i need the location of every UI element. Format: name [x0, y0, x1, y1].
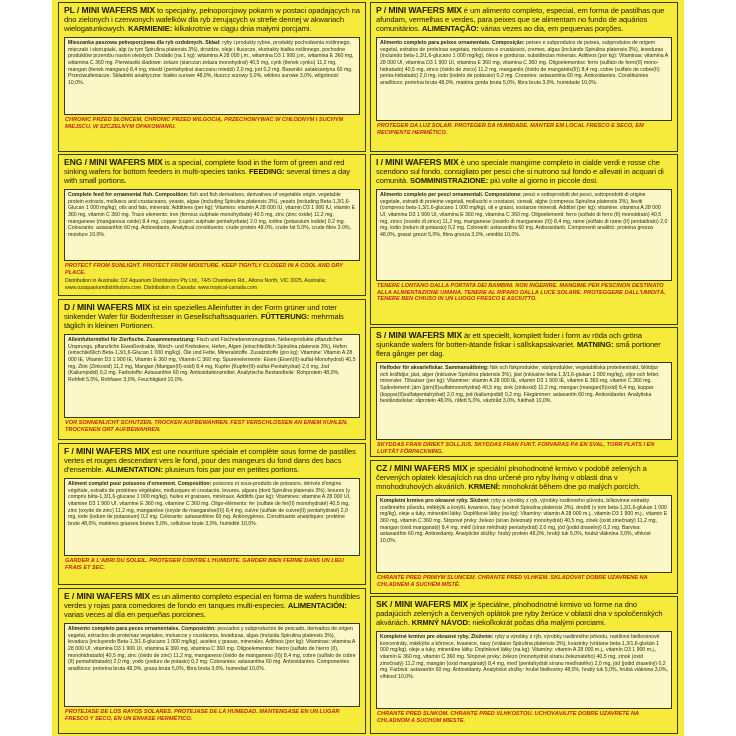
composition-box-p [376, 37, 672, 121]
storage-warning-pl: CHRONIĆ PRZED SŁOŃCEM, CHRONIĆ PRZED WILGOCIĄ. PRZECHOWYWAĆ W CHŁODNYM I SUCHYM MIEJSCU, W SZCZELNYM OPAKOWANIU. [65, 117, 344, 130]
composition-box-cz [376, 495, 672, 573]
feeding-keyword-eng: FEEDING: [248, 167, 285, 177]
intro-text-d: ist ein spezielles Alleinfutter in der Form grüner und roter sinkender Wafer für Bodenfresser in Gesellschaftsaquarien. [64, 303, 337, 322]
composition-box-d [64, 334, 360, 418]
feeding-keyword-pl: KARMIENIE: [128, 24, 173, 34]
intro-text-i: è uno speciale mangime completo in cialde verdi e rosse che scendono sul fondo, consigliato per pesci che si nutrono sul fondo e allevati in acquari di comunità. [376, 158, 664, 186]
feeding-keyword-d: FÜTTERUNG: [260, 312, 310, 322]
intro-d [59, 300, 365, 332]
composition-heading-f: Aliment complet pour poissons d'ornement. Composition: [68, 481, 212, 488]
storage-warning-cz: CHRAŇTE PŘED PŘÍMÝM SLUNCEM. CHRAŇTE PŘED VLHKEM. SKLADOVAT DOBŘE UZAVŘENÉ NA CHLADNÉM A SUCHÉM MÍSTĚ. [377, 575, 648, 588]
composition-box-i [376, 189, 672, 281]
section-e [58, 588, 366, 734]
section-cz [370, 460, 678, 594]
section-s [370, 327, 678, 457]
section-sk [370, 596, 678, 734]
intro-cz [371, 461, 677, 493]
product-code-i: I / MINI WAFERS MIX [376, 157, 459, 167]
composition-text-d: Fisch und Fischnebenerzeugnisse, Nebenprodukte pflanzlichen Ursprungs, pflanzliche Eiweißextrakte, Weich- und Krebstiere, Hefen, Algen (einschließlich Spirulina platensis 3%), Hefen (einschließlich Beta-1,3/1,6-Glucan 1 000 mg/kg), Öle und Fette, Mineralstoffe. Zusatzstoffe (pro kg): Vitamine: Vitamin A 28 000 IE, Vitamin D3 1 900 IE, Vitamin E 360 mg, Vitamin C 360 mg. Spurenelemente: Eisen (Eisen(II)-sulfat-Monohydrat) 40,5 mg, Zink (Zinkoxid) 11,2 mg, Mangan (Mangan(II)-oxid) 8,4 mg, Kupfer (Kupfer(II)-sulfat-Pentahydrat) 2,0 mg, Jod (Kaliumjodid) 0,2 mg. Farbstoffe: Astaxanthin 60 mg. Antioxidationsmittel. Analytische Bestandteile: Rohprotein 48,0%, Rohfett 5,0%, Rohfaser 3,0%, Feuchtigkeit 10,0%. [68, 337, 356, 383]
section-f [58, 443, 366, 585]
section-pl [58, 2, 366, 152]
feeding-text-i: più volte al giorno in piccole dosi. [488, 176, 598, 186]
feeding-text-pl: kilkakrotnie w ciągu dnia małymi porcjami. [172, 24, 312, 34]
product-code-eng: ENG / MINI WAFERS MIX [64, 157, 163, 167]
storage-warning-s: SKYDDAS FRÅN DIREKT SOLLJUS. SKYDDAS FRÅN FUKT. FÖRVARAS PÅ EN SVAL, TORR PLATS I EN LUFTÄT FÖRPACKNING. [377, 442, 655, 455]
feeding-text-eng: several times a day with small portions. [64, 167, 350, 186]
intro-text-sk: je špeciálne, plnohodnotné krmivo vo forme na dno padajúcich zelených a červených oplátok pre ryby žerúce v oblasti dna v spoločenských akváriách. [376, 600, 663, 628]
feeding-text-p: várias vezes ao dia, em pequenas porções. [478, 24, 624, 34]
composition-text-cz: ryby a výrobky z ryb, výrobky rostlinného původu, bílkovinné extrakty rostlinného původu, měkkýši a korýši, kvasnice, řasy (včetně Spirulina platensis 3%), droždí (v tom beta-1,3/1,6-glukan 1 000 mg/kg), oleje a tuky, minerální látky. Doplňkové látky (na kg): Vitamíny: vitamin A 28 000 m.j., vitamin D3 1 900 m.j., vitamin E 360 mg, vitamin C 360 mg. Stopové prvky: železo (síran železnatý monohydrát) 40,5 mg, zinek (oxid zinečnatý) 11,2 mg, mangan (oxid manganatý) 8,4 mg, měď (síran měďnatý pentahydrát) 2,0 mg, jód (jodid draselný) 0,2 mg. Barviva: astaxanthin 60 mg. Antioxidanty. Analytické složky: hrubý protein 48,0%, hrubý tuk 5,0%, hrubá vláknina 3,0%, vlhkost 10,0%. [380, 498, 668, 544]
storage-warning-eng: PROTECT FROM SUNLIGHT. PROTECT FROM MOISTURE. KEEP TIGHTLY CLOSED IN A COOL AND DRY PLACE. [65, 263, 343, 276]
product-code-s: S / MINI WAFERS MIX [376, 330, 462, 340]
intro-text-f: est une nourriture spéciale et complète sous forme de pastilles vertes et rouges descendant vers le fond, pour des mangeurs du fond dans des bacs d'ensemble. [64, 447, 356, 475]
label-sheet [52, 0, 684, 736]
composition-text-eng: fish and fish derivatives, derivatives of vegetable origin, vegetable protein extracts, molluscs and crustaceans, yeasts, algae (including Spirulina platensis 3%), yeasts (including Beta-1,3/1,6-Glucan 1 000 mg/kg), oils and fats, minerals. Additives (per kg): Vitamins: vitamin A 28 000 IU, vitamin D3 1 900 IU, vitamin E 360 mg, vitamin C 360 mg. Trace elements: iron (ferrous sulphate monohydrate) 40.5 mg, zinc (zinc oxide) 11.2 mg, manganese (manganous oxide) 8.4 mg, copper (cupric sulphate pentahydrate) 2.0 mg, iodine (potassium iodide) 0.2 mg. Colourants: astaxanthin 60 mg. Antioxidants. Analytical constituents: crude protein 48.0%, crude fat 5.0%, crude fibre 3.0%, moisture 10.0%. [68, 192, 356, 238]
product-code-cz: CZ / MINI WAFERS MIX [376, 463, 468, 473]
composition-heading-e: Alimento completo para peces ornamentales. Composición: [68, 626, 216, 633]
composition-heading-pl: Mieszanka paszowa pełnoporcjowa dla ryb ozdobnych. Skład: [68, 40, 221, 47]
feeding-keyword-cz: KRMENÍ: [468, 482, 501, 492]
composition-heading-i: Alimento completo per pesci ornamentali. Composizione: [380, 192, 522, 199]
intro-i [371, 155, 677, 187]
intro-text-eng: is a special, complete food in the form of green and red sinking wafers for bottom feeders in multi-species tanks. [64, 158, 345, 177]
composition-heading-p: Alimento completo para peixes ornamentais. Composição: [380, 40, 525, 47]
feeding-keyword-i: SOMMINISTRAZIONE: [410, 176, 489, 186]
feeding-keyword-f: ALIMENTATION: [105, 465, 164, 475]
composition-heading-cz: Kompletní krmivo pro okrasné ryby. Složení: [380, 498, 490, 505]
storage-warning-d: VOR SONNENLICHT SCHÜTZEN. TROCKEN AUFBEWAHREN. FEST VERSCHLOSSEN AN EINEM KÜHLEN, TROCKENEN ORT AUFBEWAHREN. [65, 420, 348, 433]
composition-box-e [64, 623, 360, 707]
feeding-text-sk: niekoľkokrát počas dňa malými porciami. [470, 618, 606, 628]
composition-text-sk: ryby a výrobky z rýb, výrobky rastlinného pôvodu, rastlinné bielkovinové koncentráty, mäkkýše a kôrovce, kvasnice, riasy (vrátane Spirulina platensis 3%), kvasinky (vrátane beta-1,3/1,6-glukán 1 000 mg/kg), oleje a tuky, minerálne látky. Doplnkové látky (na kg): Vitamíny: vitamín A 28 000 m.j., vitamín D3 1 900 m.j., vitamín E 360 mg, vitamín C 360 mg. Stopové prvky: železo (monohydrát síranu železnatého) 40,5 mg, zinok (oxid zinočnatý) 11,2 mg, mangán (oxid mangánatý) 8,4 mg, meď (pentahydrát síranu meďnatého) 2,0 mg, jód (jodid draselný) 0,2 mg. Farbivá: astaxantín 60 mg. Antioxidanty. Analytické zložky: hrubé bielkoviny 48,0%, hrubý tuk 5,0%, hrubá vláknina 3,0%, vlhkosť 10,0%. [380, 634, 668, 680]
feeding-keyword-e: ALIMENTACIÓN: [287, 601, 347, 611]
storage-warning-f: GARDER À L'ABRI DU SOLEIL. PROTÉGER CONTRE L'HUMIDITÉ. GARDER BIEN FERMÉ DANS UN LIEU FRAIS ET SEC. [65, 558, 344, 571]
composition-heading-d: Alleinfuttermittel für Zierfische. Zusammensetzung: [68, 337, 196, 344]
composition-text-p: peixes e subprodutos de peixes, subprodutos de origem vegetal, extratos de proteínas vegetais, moluscos e crustáceos, cremes, algas (incluindo Spirulina platensis 3%), leveduras (incluindo beta-1,3/1,6-glucano 1 000 mg/kg), óleos e gorduras, substâncias minerais. Aditivos (por kg): Vitaminas: vitamina A 28 000 UI, vitamina D3 1 900 UI, vitamina E 360 mg, vitamina C 360 mg. Oligoelementos: ferro (sulfato de ferro(II) mono-hidratado) 40,5 mg, zinco (óxido de zinco) 11,2 mg, manganês (óxido de manganês(II)) 8,4 mg, cobre (sulfato de cobre(II) penta-hidratado) 2,0 mg, iodo (iodeto de potássio) 0,2 mg. Corantes: astaxantina 60 mg. Antioxidantes. Constituintes analíticos: proteína bruta 48,0%, matéria gorda bruta 5,0%, fibra bruta 3,0%, humidade 10,0%. [380, 40, 668, 86]
feeding-text-e: varias veces al día en pequeñas porciones. [64, 610, 206, 620]
storage-warning-p: PROTEGER DA LUZ SOLAR. PROTEGER DA HUMIDADE. MANTER EM LOCAL FRESCO E SECO, EM RECIPIENTE HERMÉTICO. [377, 123, 644, 136]
intro-e [59, 589, 365, 621]
intro-f [59, 444, 365, 476]
intro-text-e: es un alimento completo especial en forma de wafers hundibles verdes y rojas para comedores de fondo en tanques multi-especies. [64, 592, 360, 611]
intro-p [371, 3, 677, 35]
product-code-sk: SK / MINI WAFERS MIX [376, 599, 469, 609]
product-code-e: E / MINI WAFERS MIX [64, 591, 150, 601]
storage-warning-i: TENERE LONTANO DALLA PORTATA DEI BAMBINI. NON INGERIRE. MANGIME PER PESCINON DESTINATO ALLA ALIMENTAZIONE UMANA. TENERE AL RIPARO DALLA LUCE SOLARE. PROTEGGERE DALL'UMIDITÀ. TENERE BEN CHIUSO IN UN LUOGO FRESCO E ASCIUTTO. [377, 283, 666, 303]
intro-pl [59, 3, 365, 35]
composition-box-eng [64, 189, 360, 261]
composition-heading-eng: Complete feed for ornamental fish. Composition: [68, 192, 189, 199]
composition-box-f [64, 478, 360, 556]
composition-heading-sk: Kompletné krmivo pre okrasné ryby. Zloženie: [380, 634, 494, 641]
feeding-text-cz: mnohokrát během dne po malých porcích. [500, 482, 641, 492]
section-p [370, 2, 678, 152]
intro-eng [59, 155, 365, 187]
composition-text-i: pesci e sottoprodotti dei pesci, sottoprodotti di origine vegetale, estratti di proteine vegetali, molluschi e crostacei, cereali, alghe (compresa Spirulina platensis 3%), lieviti (compreso beta-1,3/1,6-glucano 1 000 mg/kg), oli e grassi, sostanze minerali. Additivi (per kg): vitamine: vitamina A 28 000 UI, vitamina D3 1 900 UI, vitamina E 360 mg, vitamina C 360 mg. Oligoelementi: ferro (solfato di ferro (II) monoidrato) 40,5 mg, zinco (ossido di zinco) 11,2 mg, manganese (ossido di manganese (II)) 8,4 mg, rame (solfato di rame (II) pentaidrato) 2,0 mg, iodio (ioduro di potassio) 0,2 mg. Coloranti: astaxantina 60 mg. Antiossidanti. Componenti analitici: proteina grezza 48,0%, grassi grezzi 5,0%, fibra grezza 3,0%, umidità 10,0%. [380, 192, 668, 238]
intro-sk [371, 597, 677, 629]
feeding-text-s: små portioner flera gånger per dag. [376, 340, 661, 359]
intro-text-cz: je speciální plnohodnotné krmivo v podobě zelených a červených oplatek klesajících na dno určené pro ryby living v oblasti dna v mnohodruhových akváriích. [376, 464, 647, 492]
composition-heading-s: Helfoder för akvariefiskar. Sammansättning: [380, 365, 489, 372]
feeding-keyword-sk: KRMNÝ NÁVOD: [411, 618, 471, 628]
section-i [370, 154, 678, 325]
product-code-d: D / MINI WAFERS MIX [64, 302, 151, 312]
feeding-text-f: plusieurs fois par jour en petites portions. [163, 465, 300, 475]
section-eng [58, 154, 366, 296]
distributor-info-eng: Distribution in Australia: OZ Aquarium Distributors Pty Ltd., 74/5 Chambers Rd., Altona North, VIC 3025, Australia; www.ozaquariumdistributors.com. Distribution in Canada: www.tropical-canada.com [65, 278, 326, 291]
composition-text-f: poissons et sous-produits de poissons, dérivés d'origine végétale, extraits de protéines végétales, mollusques et crustacés, levures, algues (dont Spirulina platensis 3%), levures (y compris bêta-1,3/1,6-glucane 1 000 mg/kg), huiles et graisses, minéraux. Additifs (par kg): Vitamines: vitamine A 28 000 UI, vitamine D3 1 900 UI, vitamine E 360 mg, vitamine C 360 mg. Oligo-éléments: fer (sulfate de fer(II) monohydraté) 40,5 mg, zinc (oxyde de zinc) 11,2 mg, manganèse (oxyde de manganèse(II)) 8,4 mg, cuivre (sulfate de cuivre(II) pentahydraté) 2,0 mg, iode (iodure de potassium) 0,2 mg. Colorants: astaxanthine 60 mg. Antioxygènes. Constituants analytiques: protéine brute 48,0%, matières grasses brutes 5,0%, cellulose brute 3,0%, humidité 10,0%. [68, 481, 351, 527]
composition-box-pl [64, 37, 360, 115]
intro-text-s: är ett speciellt, komplett foder i form av röda och gröna sjunkande wafers för botten-ätande fiskar i sällskapsakvariet. [376, 331, 642, 350]
product-code-pl: PL / MINI WAFERS MIX [64, 5, 155, 15]
product-code-p: P / MINI WAFERS MIX [376, 5, 462, 15]
feeding-text-d: mehrmals täglich in kleinen Portionen. [64, 312, 344, 331]
product-code-f: F / MINI WAFERS MIX [64, 446, 150, 456]
composition-text-e: pescados y subproductos de pescado, derivados de origen vegetal, extractos de proteínas vegetales, moluscos y crustáceos, levaduras, algas (incluida Spirulina platensis 3%), levadura (incluyendo Beta-1,3/1,6-glucano 1 000 mg/kg), aceites y grasas, minerales. Aditivos (por kg): Vitaminas: vitamina A 28 000 UI, vitamina D3 1 900 UI, vitamina E 360 mg, vitamina C 360 mg. Oligoelementos: hierro (sulfato de hierro (II), monohidratado) 40,5 mg, zinc (óxido de zinc) 11,2 mg, manganeso (óxido de manganeso (II)) 8,4 mg, cobre (sulfato de cobre (II) pentahidratado) 2,0 mg, yodo (yoduro de potasio) 0,2 mg. Colorantes: astaxantina 60 mg. Antioxidantes. Componentes analíticos: proteína bruta 48,0%, grasa bruta 5,0%, fibra bruta 3,0%, humedad 10,0%. [68, 626, 356, 672]
feeding-keyword-s: MATNING: [576, 340, 614, 350]
intro-text-pl: to specjalny, pełnoporcjowy pokarm w postaci opadających na dno zielonych i czerwonych wafelków dla ryb żerujących w strefie dennej w akwariach wielogatunkowych. [64, 6, 360, 34]
composition-box-sk [376, 631, 672, 709]
composition-box-s [376, 362, 672, 440]
section-d [58, 299, 366, 440]
storage-warning-sk: CHRÁŇTE PRED SLNKOM. CHRÁŇTE PRED VLHKOSŤOU. UCHOVÁVAJTE DOBRE UZAVRETÉ NA CHLADNOM A SUCHOM MIESTE. [377, 711, 639, 724]
intro-text-p: é um alimento completo, especial, em forma de pastilhas que afundam, vermelhas e verdes, para peixes que se alimentam no fundo de aquários comunitários. [376, 6, 665, 34]
storage-warning-e: PROTÉJASE DE LOS RAYOS SOLARES. PROTÉJASE DE LA HUMEDAD. MANTÉNGASE EN UN LUGAR FRESCO Y SECO, EN UN ENVASE HERMÉTICO. [65, 709, 340, 722]
feeding-keyword-p: ALIMENTAÇÃO: [421, 24, 479, 34]
composition-text-pl: ryby i produkty rybne, produkty pochodzenia roślinnego, mięczaki i skorupiaki, algi (w tym Spirulina platensis 3%), drożdże, oleje i tłuszcze, ekstrakty białka roślinnego, pochodne produktów przerobu nasion oleistych. Dodatki (na 1 kg): witamina A 28 000 j.m., witamina D3 1 900 j.m., witamina E 360 mg, witamina C 360 mg. Pierwiastki śladowe: żelazo (siarczan żelaza monohydrat) 40,5 mg, cynk (tlenek cynku) 11,2 mg, mangan (tlenek manganu) 8,4 mg, miedź (pentahydrat siarczanu miedzi) 2,0 mg, jod 0,2 mg. Barwniki: astaksantyna 60 mg. Przeciwutleniacze. Składniki analityczne: białko surowe 48,0%, tłuszcz surowy 5,0%, włókno surowe 3,0%, wilgotność 10,0%. [68, 40, 354, 86]
intro-s [371, 328, 677, 360]
composition-text-s: fisk och fiskprodukter, växtprodukter, vegetabiliska proteinextrakt, blötdjur och kräftdjur, jäst, alger (inklusive Spirulina platensis 3%), jäst (inklusive beta-1,3/1,6-glukan 1 000 mg/kg), oljor och fetter, mineraler. Tillsatser (per kg): Vitaminer: vitamin A 28 000 IE, vitamin D3 1 900 IE, vitamin E 360 mg, vitamin C 360 mg. Spårelement: järn (järn(II)sulfatmonohydrat) 40,5 mg, zink (zinkoxid) 11,2 mg, mangan (mangan(II)oxid) 8,4 mg, koppar (koppar(II)sulfatpentahydrat) 2,0 mg, jod (kaliumjodid) 0,2 mg. Färgämnen: astaxantin 60 mg. Antioxidanter. Analytiska beståndsdelar: råprotein 48,0%, råfett 5,0%, växttråd 3,0%, fukthalt 10,0%. [380, 365, 660, 405]
